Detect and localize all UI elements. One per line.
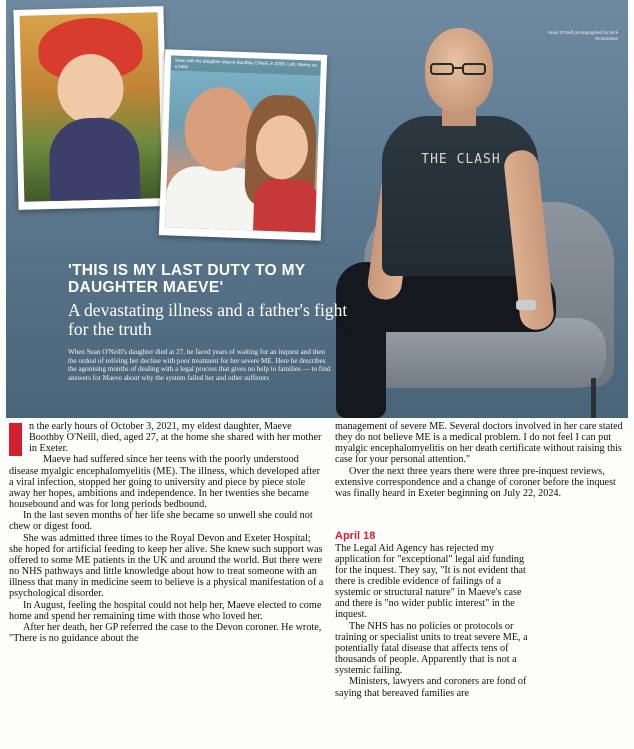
paragraph: Over the next three years there were three pre-inquest reviews, extensive correspondence and a change of coroner before the inquest was finally heard in Exeter beginning on July 22, 2024. <box>335 465 616 499</box>
baby-face <box>57 53 125 125</box>
article-column-right-top <box>335 421 629 499</box>
paragraph: The NHS has no policies or protocols or training or specialist units to treat severe ME, a potentially fatal disease that affects tens of thousands of people. Apparently that is not a systemic failing. <box>335 620 528 677</box>
standfirst: When Sean O'Neill's daughter died at 27, he faced years of waiting for an inquest and then the ordeal of reliving her decline with poor treatment for her severe ME. Here he describes the agonising months of dealing with a legal process that gives no help to families — to find answers for Maeve about why the system failed her and other sufferers <box>68 348 331 383</box>
baby-body <box>48 117 140 202</box>
main-headline: A devastating illness and a father's fight for the truth <box>68 300 348 339</box>
paragraph: After her death, her GP referred the case to the Devon coroner. He wrote, "There is no guidance about the <box>9 621 322 644</box>
father-daughter-photo <box>159 49 327 241</box>
paragraph: Ministers, lawyers and coroners are fond of saying that bereaved families are <box>335 676 527 699</box>
tshirt-print: THE CLASH <box>421 152 501 167</box>
paragraph: n the early hours of October 3, 2021, my eldest daughter, Maeve Boothby O'Neill, died, aged 27, at the home she shared with her mother in Exeter. <box>29 421 322 455</box>
wristwatch <box>516 300 536 310</box>
daughter-top <box>253 178 319 232</box>
paragraph: management of severe ME. Several doctors involved in her care stated they do not believe ME is a medical problem. I do not feel I can put myalgic encephalomyelitis on her death certificate without raising this case for your personal attention." <box>335 421 623 466</box>
article-column-right-bottom <box>335 530 529 699</box>
kicker-headline: 'THIS IS MY LAST DUTY TO MY DAUGHTER MAEVE' <box>68 262 306 296</box>
photo-credit: Sean O'Neill photographed by Nick Richardson <box>548 30 618 41</box>
paragraph: In the last seven months of her life she became so unwell she could not chew or digest food. <box>9 510 313 533</box>
paragraph: In August, feeling the hospital could not help her, Maeve elected to come home and spend her remaining time with those who loved her. <box>9 599 322 622</box>
paragraph: She was admitted three times to the Royal Devon and Exeter Hospital; she hoped for artificial feeding to keep her alive. She knew such support was offered to some ME patients in the UK and around the world. But there were no NHS pathways and little knowledge about how to treat someone with an illness that many in medicine seem to believe is a physical manifestation of a psychological disorder. <box>9 532 324 600</box>
chair-leg <box>591 378 596 418</box>
photo-caption: Sean with his daughter Maeve Boothby O'Neill, in 2006. Left, Maeve as a baby <box>171 55 321 75</box>
hero-photo <box>6 0 628 418</box>
drop-cap <box>9 423 22 456</box>
date-subhead: April 18 <box>335 530 376 542</box>
paragraph: Maeve had suffered since her teens with the poorly understood disease myalgic encephalomyelitis (ME). The illness, which developed after a viral infection, stopped her going to university and piece by piece stole away her hopes, ambitions and independence. In her twenties she became housebound and was for long periods bedbound. <box>9 454 320 511</box>
paragraph: The Legal Aid Agency has rejected my application for "exceptional" legal aid funding for the inquest. They say, "It is not evident that there is credible evidence of failings of a systemic or structural nature" in Maeve's case and there is "no wider public interest" in the inquest. <box>335 542 526 621</box>
article-column-left <box>9 421 325 644</box>
baby-photo <box>13 6 168 210</box>
glasses-icon <box>427 62 489 76</box>
